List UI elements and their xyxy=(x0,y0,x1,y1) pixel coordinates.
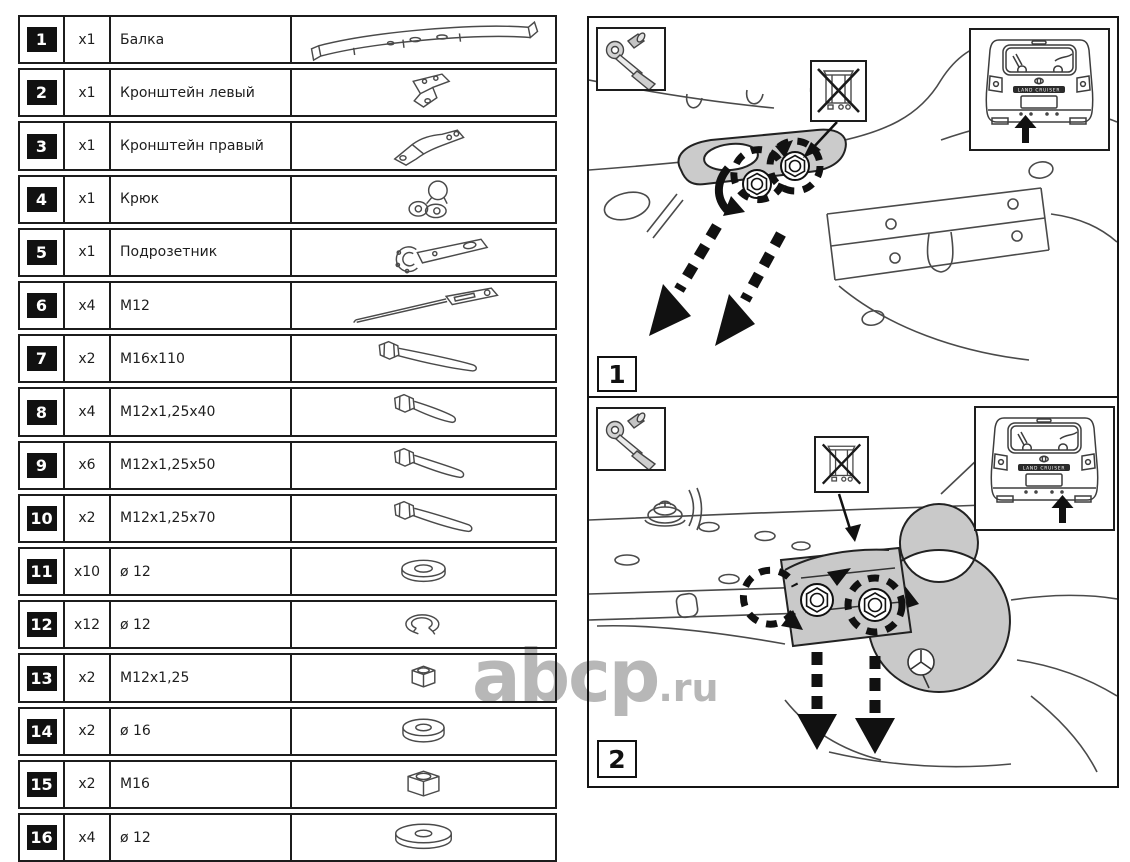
part-name: Кронштейн левый xyxy=(111,70,292,115)
part-qty: x10 xyxy=(65,549,111,594)
part-qty: x12 xyxy=(65,602,111,647)
discard-part-box xyxy=(814,436,869,493)
part-illustration xyxy=(292,815,555,860)
table-row xyxy=(18,387,557,436)
part-number-cell xyxy=(20,549,65,594)
part-number-badge: 7 xyxy=(27,346,57,371)
table-row xyxy=(18,760,557,809)
part-number-cell xyxy=(20,815,65,860)
part-number-badge: 16 xyxy=(27,825,57,850)
watermark-text: abcp xyxy=(472,634,659,718)
anchor-pin-icon xyxy=(292,283,555,328)
wide-washer-icon xyxy=(292,815,555,860)
part-qty: x1 xyxy=(65,230,111,275)
part-illustration xyxy=(292,549,555,594)
part-number-cell xyxy=(20,443,65,488)
table-row xyxy=(18,281,557,330)
remove-direction-arrows xyxy=(817,652,875,718)
part-number-badge: 15 xyxy=(27,772,57,797)
part-number-cell xyxy=(20,336,65,381)
part-illustration xyxy=(292,443,555,488)
watermark-suffix: .ru xyxy=(658,666,719,710)
part-qty: x1 xyxy=(65,70,111,115)
part-number-badge: 2 xyxy=(27,80,57,105)
part-name: M12x1,25x70 xyxy=(111,496,292,541)
part-illustration xyxy=(292,389,555,434)
part-name: M16x110 xyxy=(111,336,292,381)
car-badge-text: LAND CRUISER xyxy=(1022,466,1066,472)
step-panel-2 xyxy=(587,396,1119,788)
table-row xyxy=(18,494,557,543)
part-qty: x2 xyxy=(65,496,111,541)
bracket-right-icon xyxy=(292,123,555,168)
part-name: ø 12 xyxy=(111,549,292,594)
part-number-badge: 11 xyxy=(27,559,57,584)
flat-washer-icon xyxy=(292,709,555,754)
part-number-badge: 5 xyxy=(27,240,57,265)
part-illustration xyxy=(292,17,555,62)
location-arrow-icon xyxy=(1052,495,1074,523)
spring-washer-icon xyxy=(292,602,555,647)
part-qty: x2 xyxy=(65,709,111,754)
part-number-cell xyxy=(20,602,65,647)
part-qty: x1 xyxy=(65,17,111,62)
part-number-cell xyxy=(20,70,65,115)
part-number-cell xyxy=(20,655,65,700)
socket-plate-icon xyxy=(292,230,555,275)
part-qty: x1 xyxy=(65,123,111,168)
table-row xyxy=(18,334,557,383)
part-number-cell xyxy=(20,123,65,168)
part-qty: x4 xyxy=(65,283,111,328)
part-number-cell xyxy=(20,709,65,754)
part-name: M12x1,25 xyxy=(111,655,292,700)
part-illustration xyxy=(292,602,555,647)
required-tool-box xyxy=(596,407,666,471)
bolt-icon xyxy=(292,389,555,434)
car-rear-view-illustration xyxy=(971,30,1108,149)
part-illustration xyxy=(292,336,555,381)
part-name: Кронштейн правый xyxy=(111,123,292,168)
ratchet-wrench-icon xyxy=(598,29,664,89)
part-number-badge: 6 xyxy=(27,293,57,318)
step-number: 2 xyxy=(608,744,626,774)
part-number-cell xyxy=(20,283,65,328)
nut-icon xyxy=(292,655,555,700)
part-illustration xyxy=(292,230,555,275)
part-qty: x4 xyxy=(65,815,111,860)
part-number-badge: 12 xyxy=(27,612,57,637)
required-tool-box xyxy=(596,27,666,91)
table-row xyxy=(18,441,557,490)
bolt-icon xyxy=(292,443,555,488)
car-rear-view-illustration xyxy=(976,408,1113,529)
part-name: M12x1,25x50 xyxy=(111,443,292,488)
part-qty: x2 xyxy=(65,655,111,700)
nut-icon xyxy=(292,762,555,807)
part-name: Балка xyxy=(111,17,292,62)
part-illustration xyxy=(292,283,555,328)
step-number: 1 xyxy=(608,359,626,389)
part-number-badge: 13 xyxy=(27,666,57,691)
tow-ball-icon xyxy=(292,177,555,222)
part-number-badge: 8 xyxy=(27,400,57,425)
table-row xyxy=(18,175,557,224)
table-row xyxy=(18,121,557,170)
table-row xyxy=(18,68,557,117)
part-number-cell xyxy=(20,496,65,541)
beam-icon xyxy=(292,17,555,62)
table-row xyxy=(18,707,557,756)
part-name: Крюк xyxy=(111,177,292,222)
part-qty: x4 xyxy=(65,389,111,434)
step-number-badge xyxy=(597,740,637,778)
part-number-cell xyxy=(20,762,65,807)
part-name: ø 16 xyxy=(111,709,292,754)
part-number-cell xyxy=(20,230,65,275)
part-qty: x2 xyxy=(65,762,111,807)
step-panel-1 xyxy=(587,16,1119,398)
part-name: M12 xyxy=(111,283,292,328)
table-row xyxy=(18,15,557,64)
location-arrow-icon xyxy=(1015,115,1037,143)
discarded-bracket-icon xyxy=(816,438,867,491)
part-number-badge: 1 xyxy=(27,27,57,52)
part-illustration xyxy=(292,762,555,807)
part-number-badge: 3 xyxy=(27,134,57,159)
discard-part-box xyxy=(810,60,867,122)
table-row xyxy=(18,813,557,862)
step-number-badge xyxy=(597,356,637,392)
part-illustration xyxy=(292,123,555,168)
part-name: Подрозетник xyxy=(111,230,292,275)
part-name: M16 xyxy=(111,762,292,807)
bolt-icon xyxy=(292,336,555,381)
part-number-badge: 9 xyxy=(27,453,57,478)
table-row xyxy=(18,228,557,277)
remove-direction-arrows xyxy=(679,226,781,300)
table-row xyxy=(18,653,557,702)
part-illustration xyxy=(292,709,555,754)
table-row xyxy=(18,600,557,649)
parts-table xyxy=(18,15,557,848)
part-name: M12x1,25x40 xyxy=(111,389,292,434)
flat-washer-icon xyxy=(292,549,555,594)
part-illustration xyxy=(292,655,555,700)
car-rear-view xyxy=(974,406,1115,531)
part-number-cell xyxy=(20,177,65,222)
bracket-left-icon xyxy=(292,70,555,115)
table-row xyxy=(18,547,557,596)
part-number-badge: 14 xyxy=(27,719,57,744)
ratchet-wrench-icon xyxy=(598,409,664,469)
part-illustration xyxy=(292,70,555,115)
part-number-badge: 4 xyxy=(27,187,57,212)
part-illustration xyxy=(292,496,555,541)
part-number-badge: 10 xyxy=(27,506,57,531)
part-name: ø 12 xyxy=(111,815,292,860)
part-qty: x1 xyxy=(65,177,111,222)
part-qty: x2 xyxy=(65,336,111,381)
part-number-cell xyxy=(20,17,65,62)
car-rear-view xyxy=(969,28,1110,151)
bolt-icon xyxy=(292,496,555,541)
part-number-cell xyxy=(20,389,65,434)
discarded-bracket-icon xyxy=(812,62,865,120)
part-name: ø 12 xyxy=(111,602,292,647)
car-badge-text: LAND CRUISER xyxy=(1017,88,1061,94)
part-illustration xyxy=(292,177,555,222)
part-qty: x6 xyxy=(65,443,111,488)
